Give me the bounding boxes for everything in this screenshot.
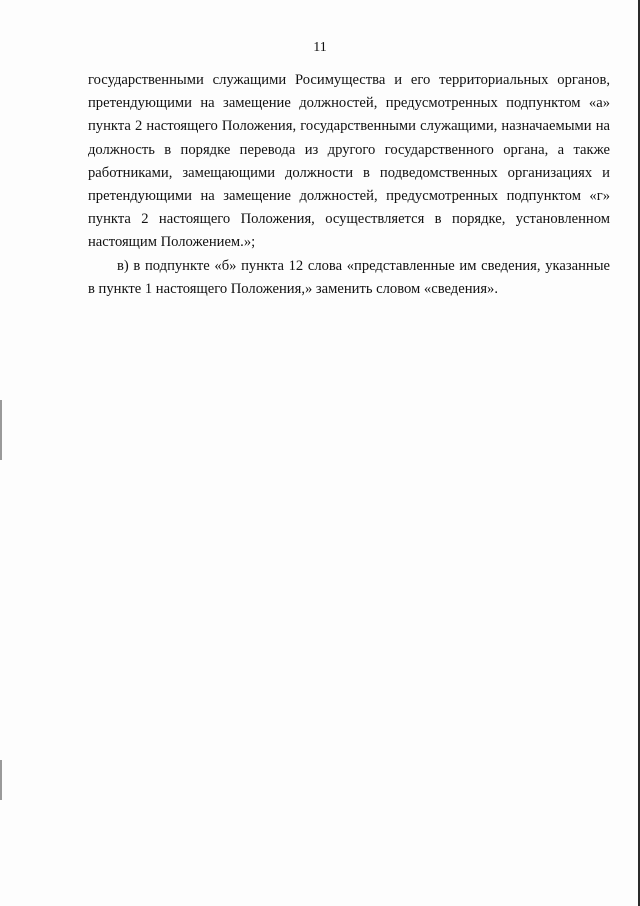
paragraph-subitem-v: в) в подпункте «б» пункта 12 слова «представленные им сведения, указанные в пункте 1 настоящего Положения,» заменить словом «сведения». bbox=[88, 257, 610, 297]
document-body bbox=[88, 69, 610, 301]
scan-edge-mark bbox=[0, 760, 2, 800]
paragraph-continuation: государственными служащими Росимущества и его территориальных органов, претендующими на замещение должностей, предусмотренных подпунктом «а» пункта 2 настоящего Положения, государственными служащими, назначаемыми на должность в порядке перевода из другого государственного органа, а также работниками, замещающими должности в подведомственных организациях и претендующими на замещение должностей, предусмотренных подпунктом «г» пункта 2 настоящего Положения, осуществляется в порядке, установленном настоящим Положением.»; bbox=[88, 72, 610, 251]
page-number: 11 bbox=[313, 40, 327, 55]
scan-edge-mark bbox=[0, 400, 2, 460]
